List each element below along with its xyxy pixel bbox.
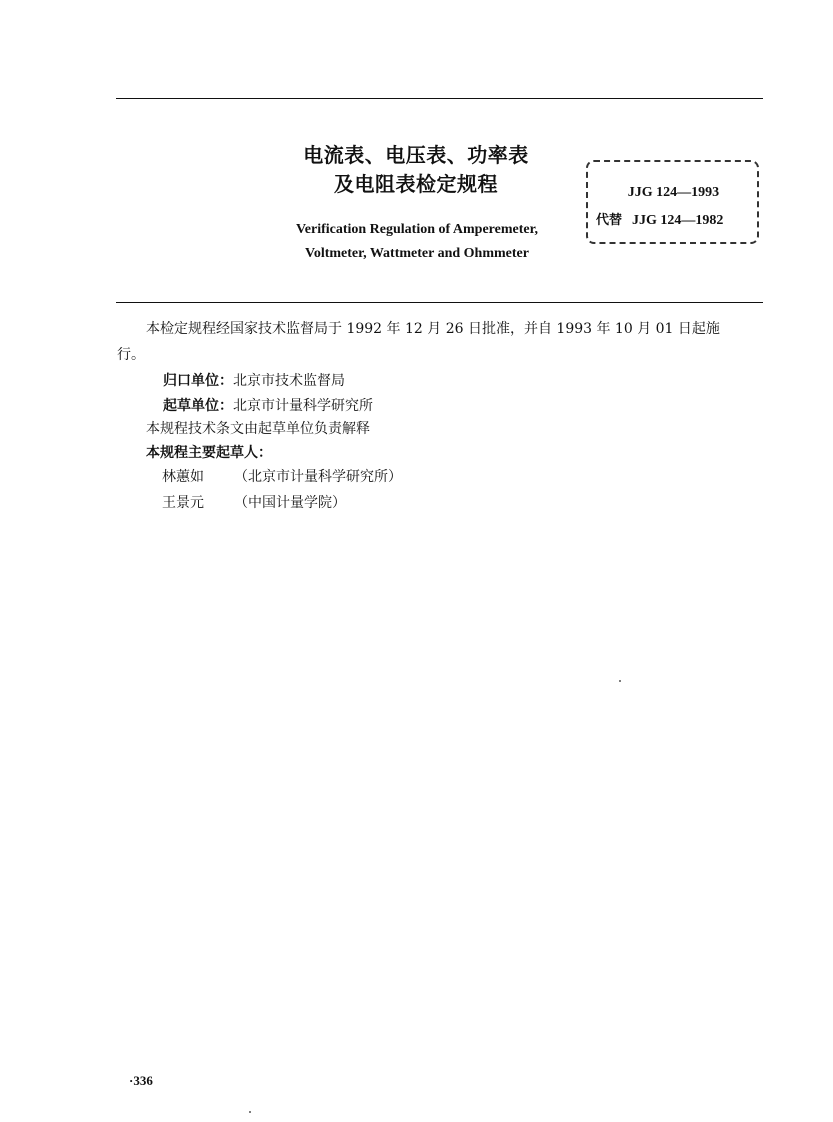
drafting-unit-value: 北京市计量科学研究所 <box>233 398 373 414</box>
scan-speck <box>249 1111 251 1113</box>
drafter-organization: （中国计量学院） <box>234 495 346 511</box>
interpretation-note: 本规程技术条文由起草单位负责解释 <box>146 421 370 437</box>
document-title-chinese <box>248 141 584 199</box>
standard-code: JJG 124—1993 <box>627 185 720 200</box>
title-zh-line-2: 及电阻表检定规程 <box>334 172 498 196</box>
approval-statement-line-2: 行。 <box>117 347 145 363</box>
title-zh-line-1: 电流表、电压表、功率表 <box>303 143 529 167</box>
drafting-unit-label: 起草单位： <box>163 398 233 414</box>
replaced-standard <box>596 209 723 229</box>
scan-speck <box>619 680 621 682</box>
document-title-english <box>252 218 582 266</box>
page-number: ·336 <box>129 1073 153 1088</box>
title-en-line-2: Voltmeter, Wattmeter and Ohmmeter <box>305 246 529 261</box>
drafter-name: 林蕙如 <box>162 469 204 485</box>
replaces-label: 代替 <box>596 213 623 228</box>
drafter-row <box>162 467 402 487</box>
drafter-name: 王景元 <box>162 495 204 511</box>
standard-code-box <box>586 160 759 244</box>
drafter-organization: （北京市计量科学研究所） <box>234 469 402 485</box>
responsible-unit <box>163 371 345 391</box>
approval-statement-line-1: 本检定规程经国家技术监督局于 1992 年 12 月 26 日批准，并自 1993 年 10 月 01 日起施 <box>146 321 720 337</box>
responsible-unit-value: 北京市技术监督局 <box>233 373 345 389</box>
drafter-row <box>162 493 346 513</box>
drafting-unit <box>163 396 373 416</box>
title-en-line-1: Verification Regulation of Amperemeter, <box>295 222 539 237</box>
section-rule <box>116 302 763 303</box>
replaced-code: JJG 124—1982 <box>632 213 724 228</box>
responsible-unit-label: 归口单位： <box>163 373 233 389</box>
drafters-heading: 本规程主要起草人： <box>146 445 272 461</box>
top-rule <box>116 98 763 99</box>
